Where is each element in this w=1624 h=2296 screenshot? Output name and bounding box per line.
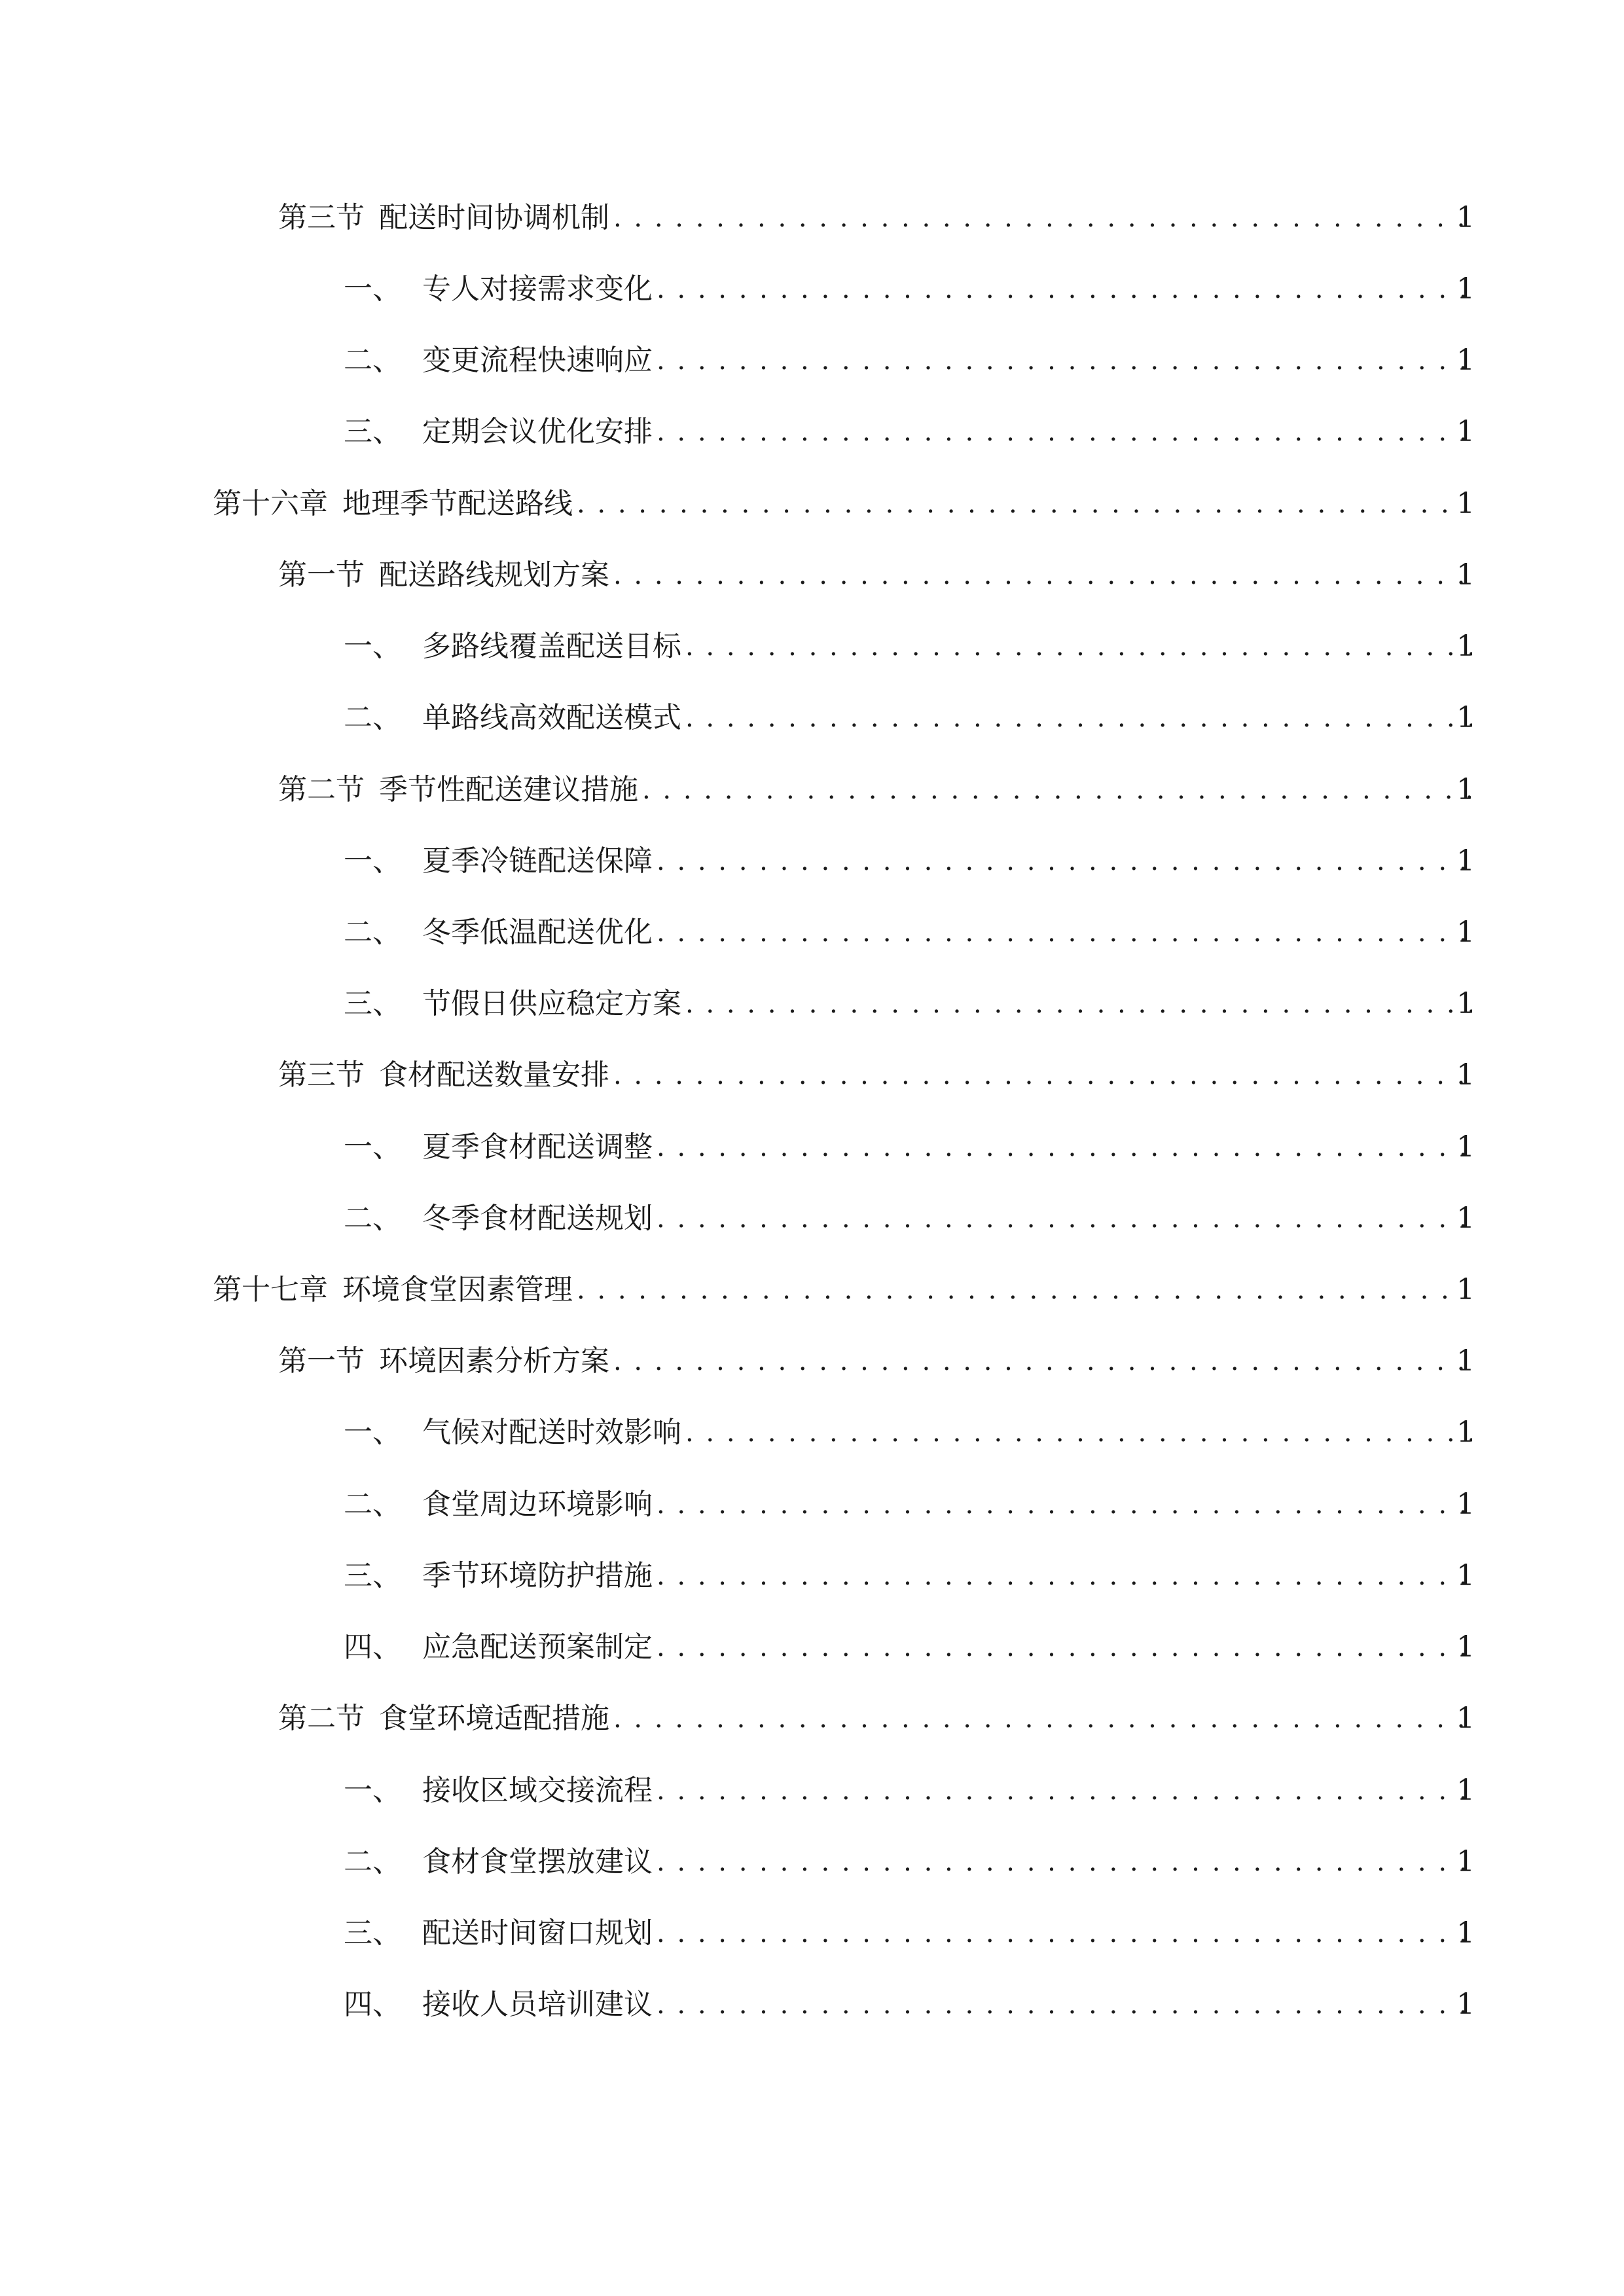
toc-page-number: 1 [1456,1273,1475,1306]
toc-page-number: 1 [1456,1630,1475,1664]
toc-entry-number: 第三节 [278,201,365,234]
toc-page-number: 1 [1456,1202,1475,1235]
dot-leader [613,1335,1472,1388]
toc-entry-title: 配送时间窗口规划 [422,1916,653,1950]
dot-leader [685,692,1472,744]
toc-entry-title: 食材配送数量安排 [379,1058,609,1092]
toc-entry[interactable] [0,1407,1624,1459]
toc-page-number: 1 [1456,1845,1475,1878]
toc-entry[interactable] [0,1121,1624,1174]
dot-leader [685,1407,1472,1459]
dot-leader [642,764,1472,816]
toc-entry-title: 季节性配送建议措施 [379,773,638,806]
dot-leader [685,978,1472,1030]
toc-entry[interactable] [0,1836,1624,1888]
toc-entry-number: 三、 [344,415,401,448]
toc-entry[interactable] [0,1621,1624,1674]
toc-entry-number: 二、 [344,701,401,734]
toc-entry-title: 季节环境防护措施 [422,1559,653,1592]
toc-entry-title: 接收人员培训建议 [422,1988,653,2021]
toc-entry[interactable] [0,978,1624,1030]
toc-entry-title: 食堂环境适配措施 [379,1702,609,1735]
toc-page-number: 1 [1456,415,1475,448]
toc-entry-number: 三、 [344,1559,401,1592]
toc-entry-title: 地理季节配送路线 [342,487,573,520]
toc-page-number: 1 [1456,1702,1475,1735]
toc-entry[interactable] [0,1907,1624,1960]
dot-leader [657,1621,1472,1674]
toc-entry-number: 一、 [344,844,401,878]
toc-entry-number: 一、 [344,1774,401,1807]
dot-leader [657,334,1472,387]
dot-leader [657,1479,1472,1531]
dot-leader [657,1907,1472,1960]
toc-entry-title: 配送时间协调机制 [379,201,609,234]
toc-page-number: 1 [1456,1916,1475,1950]
toc-entry-number: 二、 [344,1202,401,1235]
dot-leader [657,1765,1472,1817]
toc-page-number: 1 [1456,773,1475,806]
toc-entry-title: 食材食堂摆放建议 [422,1845,653,1878]
dot-leader [657,1193,1472,1245]
toc-entry[interactable] [0,1049,1624,1102]
toc-entry[interactable] [0,692,1624,744]
dot-leader [657,406,1472,458]
toc-entry-title: 变更流程快速响应 [422,344,653,377]
toc-entry[interactable] [0,1264,1624,1316]
toc-entry[interactable] [0,1765,1624,1817]
toc-entry-title: 定期会议优化安排 [422,415,653,448]
toc-entry-title: 多路线覆盖配送目标 [422,630,681,663]
toc-entry-number: 四、 [344,1630,401,1664]
toc-entry-title: 夏季冷链配送保障 [422,844,653,878]
toc-entry-title: 单路线高效配送模式 [422,701,681,734]
toc-entry-number: 第一节 [278,558,365,592]
toc-entry[interactable] [0,1479,1624,1531]
toc-entry[interactable] [0,1693,1624,1745]
toc-entry-number: 三、 [344,987,401,1020]
toc-entry-number: 一、 [344,1416,401,1449]
toc-entry-title: 应急配送预案制定 [422,1630,653,1664]
toc-page-number: 1 [1456,1774,1475,1807]
toc-page-number: 1 [1456,1559,1475,1592]
toc-entry[interactable] [0,549,1624,601]
toc-entry[interactable] [0,478,1624,530]
toc-page-number: 1 [1456,701,1475,734]
toc-entry-title: 节假日供应稳定方案 [422,987,681,1020]
toc-entry-number: 二、 [344,916,401,949]
toc-entry-number: 第十六章 [213,487,328,520]
dot-leader [657,1836,1472,1888]
dot-leader [657,906,1472,959]
toc-page-number: 1 [1456,1416,1475,1449]
toc-entry-number: 二、 [344,1845,401,1878]
toc-entry-number: 二、 [344,1488,401,1521]
toc-page-number: 1 [1456,487,1475,520]
toc-entry-title: 专人对接需求变化 [422,272,653,306]
toc-entry[interactable] [0,192,1624,244]
toc-page-number: 1 [1456,1488,1475,1521]
toc-entry[interactable] [0,334,1624,387]
toc-entry-number: 三、 [344,1916,401,1950]
toc-entry[interactable] [0,1335,1624,1388]
toc-entry[interactable] [0,764,1624,816]
dot-leader [577,1264,1472,1316]
dot-leader [657,1121,1472,1174]
toc-entry[interactable] [0,263,1624,315]
dot-leader [657,1979,1472,2031]
toc-entry[interactable] [0,1979,1624,2031]
toc-entry-number: 第一节 [278,1344,365,1378]
toc-entry-title: 环境因素分析方案 [379,1344,609,1378]
toc-entry-title: 冬季低温配送优化 [422,916,653,949]
toc-entry-number: 四、 [344,1988,401,2021]
toc-entry-number: 第二节 [278,773,365,806]
toc-entry-title: 夏季食材配送调整 [422,1130,653,1164]
toc-entry-title: 配送路线规划方案 [379,558,609,592]
toc-entry-number: 二、 [344,344,401,377]
toc-entry[interactable] [0,620,1624,673]
toc-entry-title: 冬季食材配送规划 [422,1202,653,1235]
toc-page-number: 1 [1456,1058,1475,1092]
toc-entry-number: 第十七章 [213,1273,328,1306]
toc-page-number: 1 [1456,201,1475,234]
dot-leader [685,620,1472,673]
dot-leader [577,478,1472,530]
toc-page-number: 1 [1456,844,1475,878]
toc-page-number: 1 [1456,344,1475,377]
toc-entry-title: 环境食堂因素管理 [342,1273,573,1306]
toc-entry-number: 一、 [344,630,401,663]
toc-entry-number: 第二节 [278,1702,365,1735]
toc-page-number: 1 [1456,272,1475,306]
toc-entry[interactable] [0,1193,1624,1245]
dot-leader [613,1693,1472,1745]
toc-entry-title: 食堂周边环境影响 [422,1488,653,1521]
toc-entry-number: 一、 [344,1130,401,1164]
toc-page-number: 1 [1456,1344,1475,1378]
toc-entry-title: 气候对配送时效影响 [422,1416,681,1449]
toc-page-number: 1 [1456,916,1475,949]
dot-leader [657,263,1472,315]
toc-entry-number: 一、 [344,272,401,306]
toc-page-number: 1 [1456,1988,1475,2021]
dot-leader [613,192,1472,244]
toc-page-number: 1 [1456,630,1475,663]
dot-leader [613,549,1472,601]
toc-page-number: 1 [1456,558,1475,592]
toc-entry[interactable] [0,1550,1624,1602]
toc-entry[interactable] [0,406,1624,458]
toc-entry-title: 接收区域交接流程 [422,1774,653,1807]
toc-entry-number: 第三节 [278,1058,365,1092]
toc-page-number: 1 [1456,1130,1475,1164]
dot-leader [657,1550,1472,1602]
dot-leader [657,835,1472,888]
toc-entry[interactable] [0,906,1624,959]
toc-entry[interactable] [0,835,1624,888]
dot-leader [613,1049,1472,1102]
toc-page-number: 1 [1456,987,1475,1020]
